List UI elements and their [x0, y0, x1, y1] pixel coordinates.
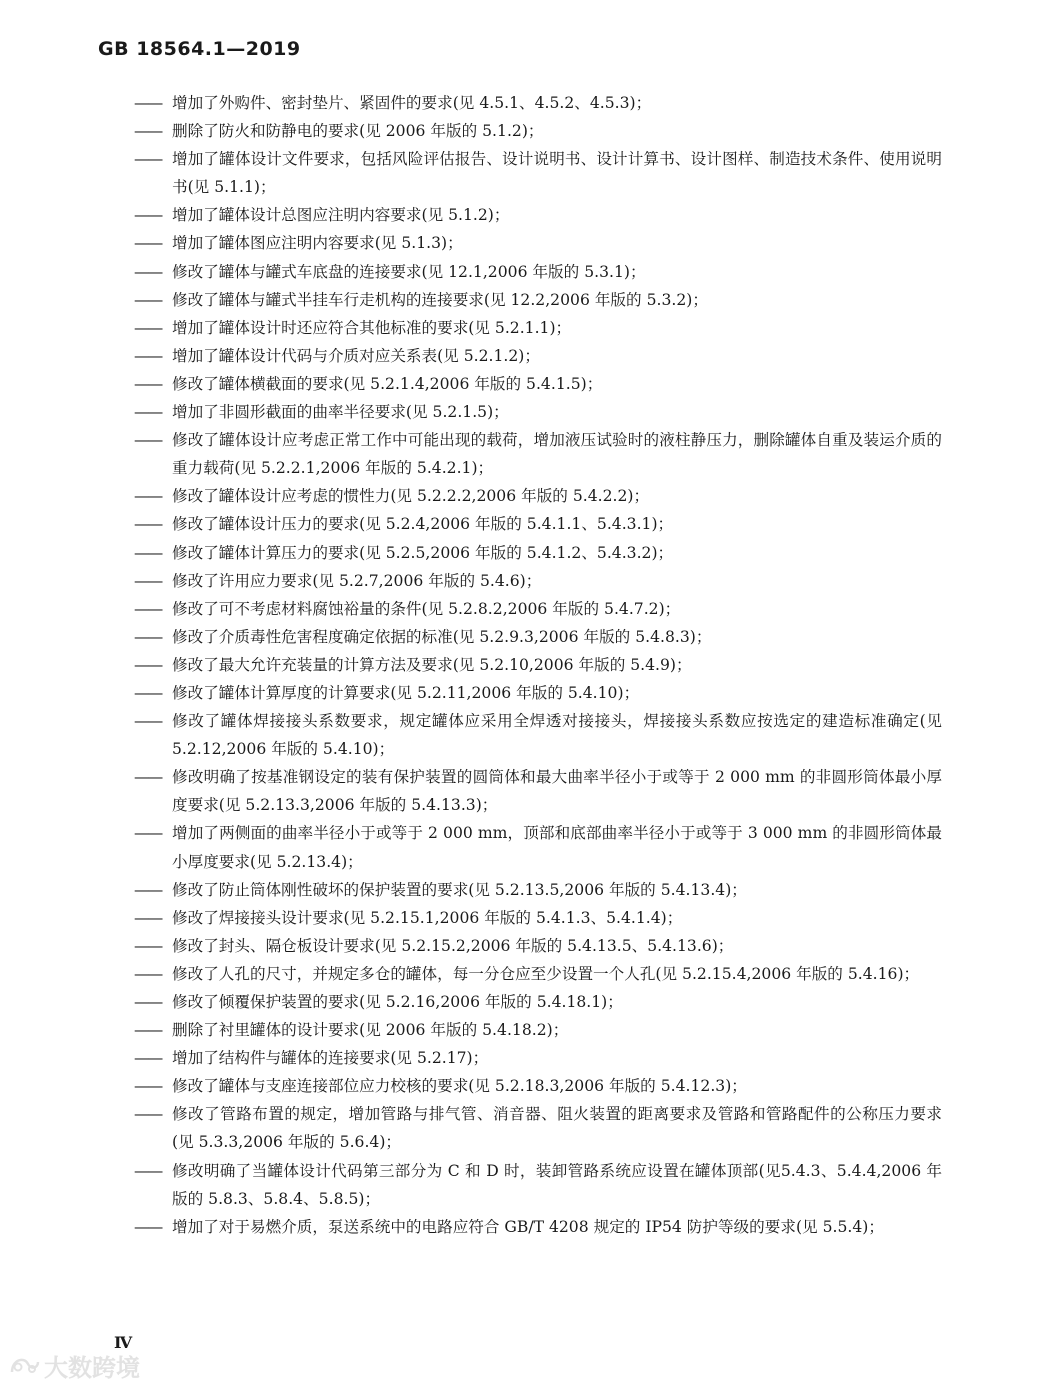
- change-item-text: 修改了罐体计算厚度的计算要求(见 5.2.11,2006 年版的 5.4.10)；: [172, 683, 640, 702]
- change-item-text: 增加了罐体设计文件要求，包括风险评估报告、设计说明书、设计计算书、设计图样、制造技术条件、使用说明书(见 5.1.1)；: [172, 150, 942, 197]
- item-dash: ——: [134, 908, 162, 927]
- change-item: [134, 117, 942, 145]
- change-item-text: 修改了罐体横截面的要求(见 5.2.1.4,2006 年版的 5.4.1.5)；: [172, 374, 603, 393]
- change-item-text: 修改了焊接接头设计要求(见 5.2.15.1,2006 年版的 5.4.1.3、5.4.1.4)；: [172, 908, 683, 927]
- item-dash: ——: [134, 599, 162, 618]
- item-dash: ——: [134, 150, 162, 169]
- item-dash: ——: [134, 262, 162, 281]
- item-dash: ——: [134, 1049, 162, 1068]
- item-dash: ——: [134, 571, 162, 590]
- change-item: [134, 1016, 942, 1044]
- document-header: GB 18564.1—2019: [98, 38, 301, 60]
- change-item-text: 增加了罐体图应注明内容要求(见 5.1.3)；: [172, 234, 463, 253]
- change-item: [134, 314, 942, 342]
- item-dash: ——: [134, 993, 162, 1011]
- change-item-text: 修改了罐体设计压力的要求(见 5.2.4,2006 年版的 5.4.1.1、5.4.3.1)；: [172, 515, 674, 534]
- change-item: [134, 1213, 942, 1241]
- change-item: [134, 201, 942, 229]
- change-item-text: 修改了罐体设计应考虑正常工作中可能出现的载荷，增加液压试验时的液柱静压力，删除罐体自重及装运介质的重力载荷(见 5.2.2.1,2006 年版的 5.4.2.1)；: [172, 431, 942, 478]
- change-item-text: 修改了倾覆保护装置的要求(见 5.2.16,2006 年版的 5.4.18.1)；: [172, 993, 623, 1011]
- change-item: [134, 595, 942, 623]
- change-item: [134, 819, 942, 875]
- change-item-text: 增加了两侧面的曲率半径小于或等于 2 000 mm，顶部和底部曲率半径小于或等于 3 000 mm 的非圆形筒体最小厚度要求(见 5.2.13.4)；: [172, 824, 942, 871]
- change-item: [134, 707, 942, 763]
- change-item: [134, 89, 942, 117]
- change-item: [134, 876, 942, 904]
- item-dash: ——: [134, 543, 162, 562]
- change-item: [134, 1072, 942, 1100]
- item-dash: ——: [134, 936, 162, 955]
- change-item: [134, 988, 942, 1016]
- change-item: [134, 904, 942, 932]
- item-dash: ——: [134, 1021, 162, 1040]
- change-item: [134, 370, 942, 398]
- change-list: [134, 89, 942, 1241]
- item-dash: ——: [134, 824, 162, 843]
- change-item-text: 修改了人孔的尺寸，并规定多仓的罐体，每一分仓应至少设置一个人孔(见 5.2.15.4,2006 年版的 5.4.16)；: [172, 964, 920, 983]
- change-item: [134, 482, 942, 510]
- item-dash: ——: [134, 1217, 162, 1236]
- change-item-text: 修改了最大允许充装量的计算方法及要求(见 5.2.10,2006 年版的 5.4.9)；: [172, 655, 692, 674]
- change-item: [134, 960, 942, 988]
- item-dash: ——: [134, 964, 162, 983]
- change-item: [134, 229, 942, 257]
- item-dash: ——: [134, 487, 162, 506]
- item-dash: ——: [134, 94, 162, 112]
- change-item: [134, 342, 942, 370]
- item-dash: ——: [134, 122, 162, 141]
- watermark-text: 大数跨境: [44, 1354, 140, 1382]
- change-item-text: 增加了对于易燃介质，泵送系统中的电路应符合 GB/T 4208 规定的 IP54 防护等级的要求(见 5.5.4)；: [172, 1217, 884, 1236]
- change-item-text: 修改了管路布置的规定，增加管路与排气管、消音器、阻火装置的距离要求及管路和管路配件的公称压力要求(见 5.3.3,2006 年版的 5.6.4)；: [172, 1105, 942, 1152]
- change-item-text: 修改了罐体设计应考虑的惯性力(见 5.2.2.2,2006 年版的 5.4.2.2)；: [172, 487, 650, 506]
- change-item-text: 修改了许用应力要求(见 5.2.7,2006 年版的 5.4.6)；: [172, 571, 542, 590]
- change-item: [134, 1100, 942, 1156]
- change-item: [134, 1044, 942, 1072]
- item-dash: ——: [134, 403, 162, 422]
- item-dash: ——: [134, 515, 162, 534]
- change-item: [134, 567, 942, 595]
- change-item: [134, 426, 942, 482]
- change-item: [134, 510, 942, 538]
- change-item-text: 删除了防火和防静电的要求(见 2006 年版的 5.1.2)；: [172, 122, 544, 141]
- item-dash: ——: [134, 655, 162, 674]
- change-item: [134, 623, 942, 651]
- item-dash: ——: [134, 374, 162, 393]
- change-item-text: 修改了罐体与支座连接部位应力校核的要求(见 5.2.18.3,2006 年版的 5.4.12.3)；: [172, 1077, 747, 1096]
- change-item-text: 增加了罐体设计总图应注明内容要求(见 5.1.2)；: [172, 206, 510, 225]
- change-item-text: 修改了介质毒性危害程度确定依据的标准(见 5.2.9.3,2006 年版的 5.4.8.3)；: [172, 627, 712, 646]
- change-item: [134, 145, 942, 201]
- change-item: [134, 286, 942, 314]
- change-item-text: 增加了罐体设计代码与介质对应关系表(见 5.2.1.2)；: [172, 346, 540, 365]
- item-dash: ——: [134, 290, 162, 309]
- item-dash: ——: [134, 880, 162, 899]
- change-item-text: 修改了罐体与罐式半挂车行走机构的连接要求(见 12.2,2006 年版的 5.3.2)；: [172, 290, 708, 309]
- change-item-text: 修改了罐体与罐式车底盘的连接要求(见 12.1,2006 年版的 5.3.1)；: [172, 262, 646, 281]
- change-item-text: 修改了封头、隔仓板设计要求(见 5.2.15.2,2006 年版的 5.4.13.5、5.4.13.6)；: [172, 936, 734, 955]
- change-item-text: 修改了防止筒体刚性破坏的保护装置的要求(见 5.2.13.5,2006 年版的 5.4.13.4)；: [172, 880, 747, 899]
- change-item: [134, 763, 942, 819]
- change-item: [134, 1157, 942, 1213]
- change-item-text: 修改明确了当罐体设计代码第三部分为 C 和 D 时，装卸管路系统应设置在罐体顶部(见5.4.3、5.4.4,2006 年版的 5.8.3、5.8.4、5.8.5)；: [172, 1161, 942, 1208]
- change-item-text: 删除了衬里罐体的设计要求(见 2006 年版的 5.4.18.2)；: [172, 1021, 569, 1040]
- item-dash: ——: [134, 1105, 162, 1124]
- item-dash: ——: [134, 712, 162, 731]
- change-item-text: 修改明确了按基准钢设定的装有保护装置的圆筒体和最大曲率半径小于或等于 2 000 mm 的非圆形筒体最小厚度要求(见 5.2.13.3,2006 年版的 5.4.13.3)；: [172, 768, 942, 815]
- change-item-text: 增加了结构件与罐体的连接要求(见 5.2.17)；: [172, 1049, 489, 1068]
- change-item: [134, 539, 942, 567]
- change-item-text: 增加了非圆形截面的曲率半径要求(见 5.2.1.5)；: [172, 403, 509, 422]
- item-dash: ——: [134, 431, 162, 450]
- item-dash: ——: [134, 627, 162, 646]
- change-item-text: 增加了外购件、密封垫片、紧固件的要求(见 4.5.1、4.5.2、4.5.3)；: [172, 94, 652, 112]
- watermark-logo-icon: [8, 1354, 42, 1378]
- change-item: [134, 932, 942, 960]
- item-dash: ——: [134, 1077, 162, 1096]
- change-item-text: 修改了罐体焊接接头系数要求，规定罐体应采用全焊透对接接头，焊接接头系数应按选定的建造标准确定(见 5.2.12,2006 年版的 5.4.10)；: [172, 712, 942, 759]
- change-item-text: 增加了罐体设计时还应符合其他标准的要求(见 5.2.1.1)；: [172, 318, 572, 337]
- change-item: [134, 398, 942, 426]
- item-dash: ——: [134, 318, 162, 337]
- item-dash: ——: [134, 768, 162, 787]
- change-item-text: 修改了可不考虑材料腐蚀裕量的条件(见 5.2.8.2,2006 年版的 5.4.7.2)；: [172, 599, 681, 618]
- item-dash: ——: [134, 346, 162, 365]
- change-item: [134, 651, 942, 679]
- item-dash: ——: [134, 683, 162, 702]
- page-number: Ⅳ: [114, 1333, 133, 1352]
- change-item: [134, 679, 942, 707]
- item-dash: ——: [134, 1161, 162, 1180]
- item-dash: ——: [134, 234, 162, 253]
- change-item: [134, 258, 942, 286]
- change-item-text: 修改了罐体计算压力的要求(见 5.2.5,2006 年版的 5.4.1.2、5.4.3.2)；: [172, 543, 674, 562]
- item-dash: ——: [134, 206, 162, 225]
- watermark: [8, 1348, 140, 1383]
